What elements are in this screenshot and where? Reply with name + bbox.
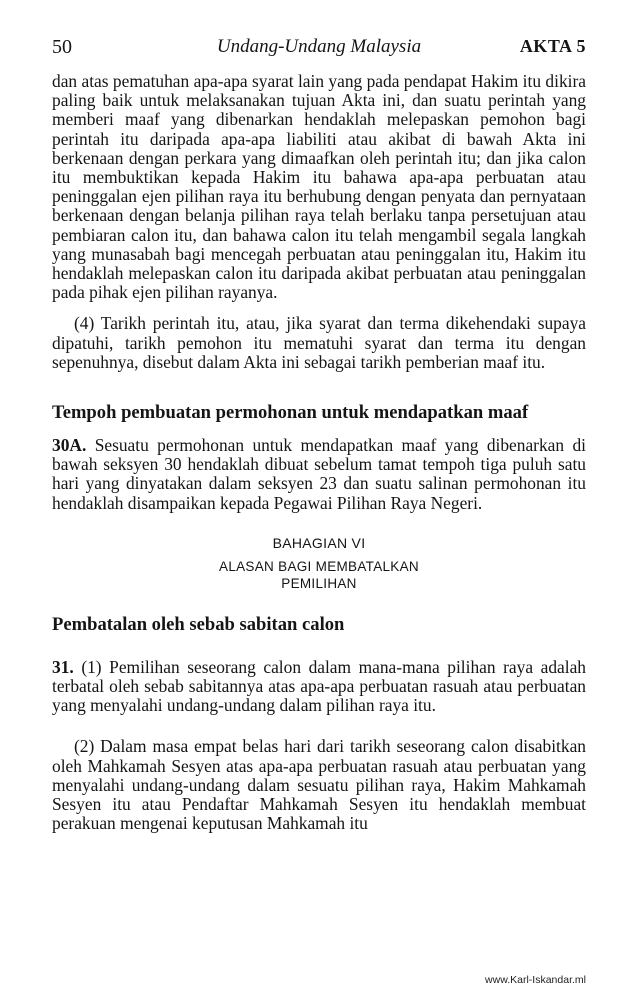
- page-number: 50: [52, 36, 72, 58]
- part-title-line-1: ALASAN BAGI MEMBATALKAN: [219, 558, 419, 574]
- part-label: BAHAGIAN VI: [272, 534, 366, 551]
- page-body: [52, 72, 586, 833]
- source-url: www.Karl-Iskandar.ml: [485, 974, 586, 986]
- part-heading: [52, 535, 586, 592]
- section-number-30a: 30A.: [52, 435, 87, 456]
- running-title: Undang-Undang Malaysia: [216, 36, 422, 57]
- section-30a-text: Sesuatu permohonan untuk mendapatkan maaf yang dibenarkan di bawah seksyen 30 hendaklah dibuat sebelum tamat tempoh tiga puluh satu hari yang dinyatakan dalam seksyen 23 dan suatu salinan permohonan itu hendaklah disampaikan kepada Pegawai Pilihan Raya Negeri.: [52, 435, 586, 513]
- section-31-text: (1) Pemilihan seseorang calon dalam mana-mana pilihan raya adalah terbatal oleh sebab sabitannya atas apa-apa perbuatan rasuah atau perbuatan yang menyalahi undang-undang dalam pilihan raya itu.: [52, 656, 586, 716]
- section-number-31: 31.: [52, 656, 74, 677]
- paragraph-continuation: dan atas pematuhan apa-apa syarat lain yang pada pendapat Hakim itu dikira paling baik untuk melaksanakan tujuan Akta ini, dan suatu perintah yang memberi maaf yang dibenarkan hendaklah melepaskan pemohon bagi perintah itu daripada apa-apa liabiliti atau akibat di bawah Akta ini berkenaan dengan perkara yang dimaafkan oleh perintah itu; dan jika calon itu membuktikan kepada Hakim itu bahawa apa-apa perbuatan atau peninggalan ejen pilihan raya itu berhubung dengan penyata dan pernyataan berkenaan dengan belanja pilihan raya telah berlaku tanpa persetujuan atau pembiaran calon itu, dan bahawa calon itu telah mengambil segala langkah yang munasabah bagi mencegah perbuatan atau peninggalan itu, Hakim itu hendaklah melepaskan calon itu daripada akibat perbuatan atau peninggalan pada pihak ejen pilihan rayanya.: [52, 71, 586, 303]
- subsection-4: (4) Tarikh perintah itu, atau, jika syarat dan terma dikehendaki supaya dipatuhi, tarikh pemohon itu mematuhi syarat dan terma itu dengan sepenuhnya, disebut dalam Akta ini sebagai tarikh pemberian maaf itu.: [52, 313, 586, 372]
- section-heading-30a: Tempoh pembuatan permohonan untuk mendapatkan maaf: [52, 402, 529, 424]
- part-title-line-2: PEMILIHAN: [281, 575, 357, 591]
- act-label: AKTA 5: [519, 36, 586, 56]
- section-heading-31: Pembatalan oleh sebab sabitan calon: [52, 613, 345, 635]
- section-31: [52, 658, 586, 716]
- subsection-31-2: (2) Dalam masa empat belas hari dari tarikh seseorang calon disabitkan oleh Mahkamah Sesyen atas apa-apa perbuatan rasuah atau perbuatan yang menyalahi undang-undang dalam sesuatu pilihan raya, Hakim Mahkamah Sesyen itu atau Pendaftar Mahkamah Sesyen itu hendaklah membuat perakuan mengenai keputusan Mahkamah itu: [52, 736, 586, 834]
- page-header: [52, 36, 586, 64]
- section-30a: [52, 436, 586, 513]
